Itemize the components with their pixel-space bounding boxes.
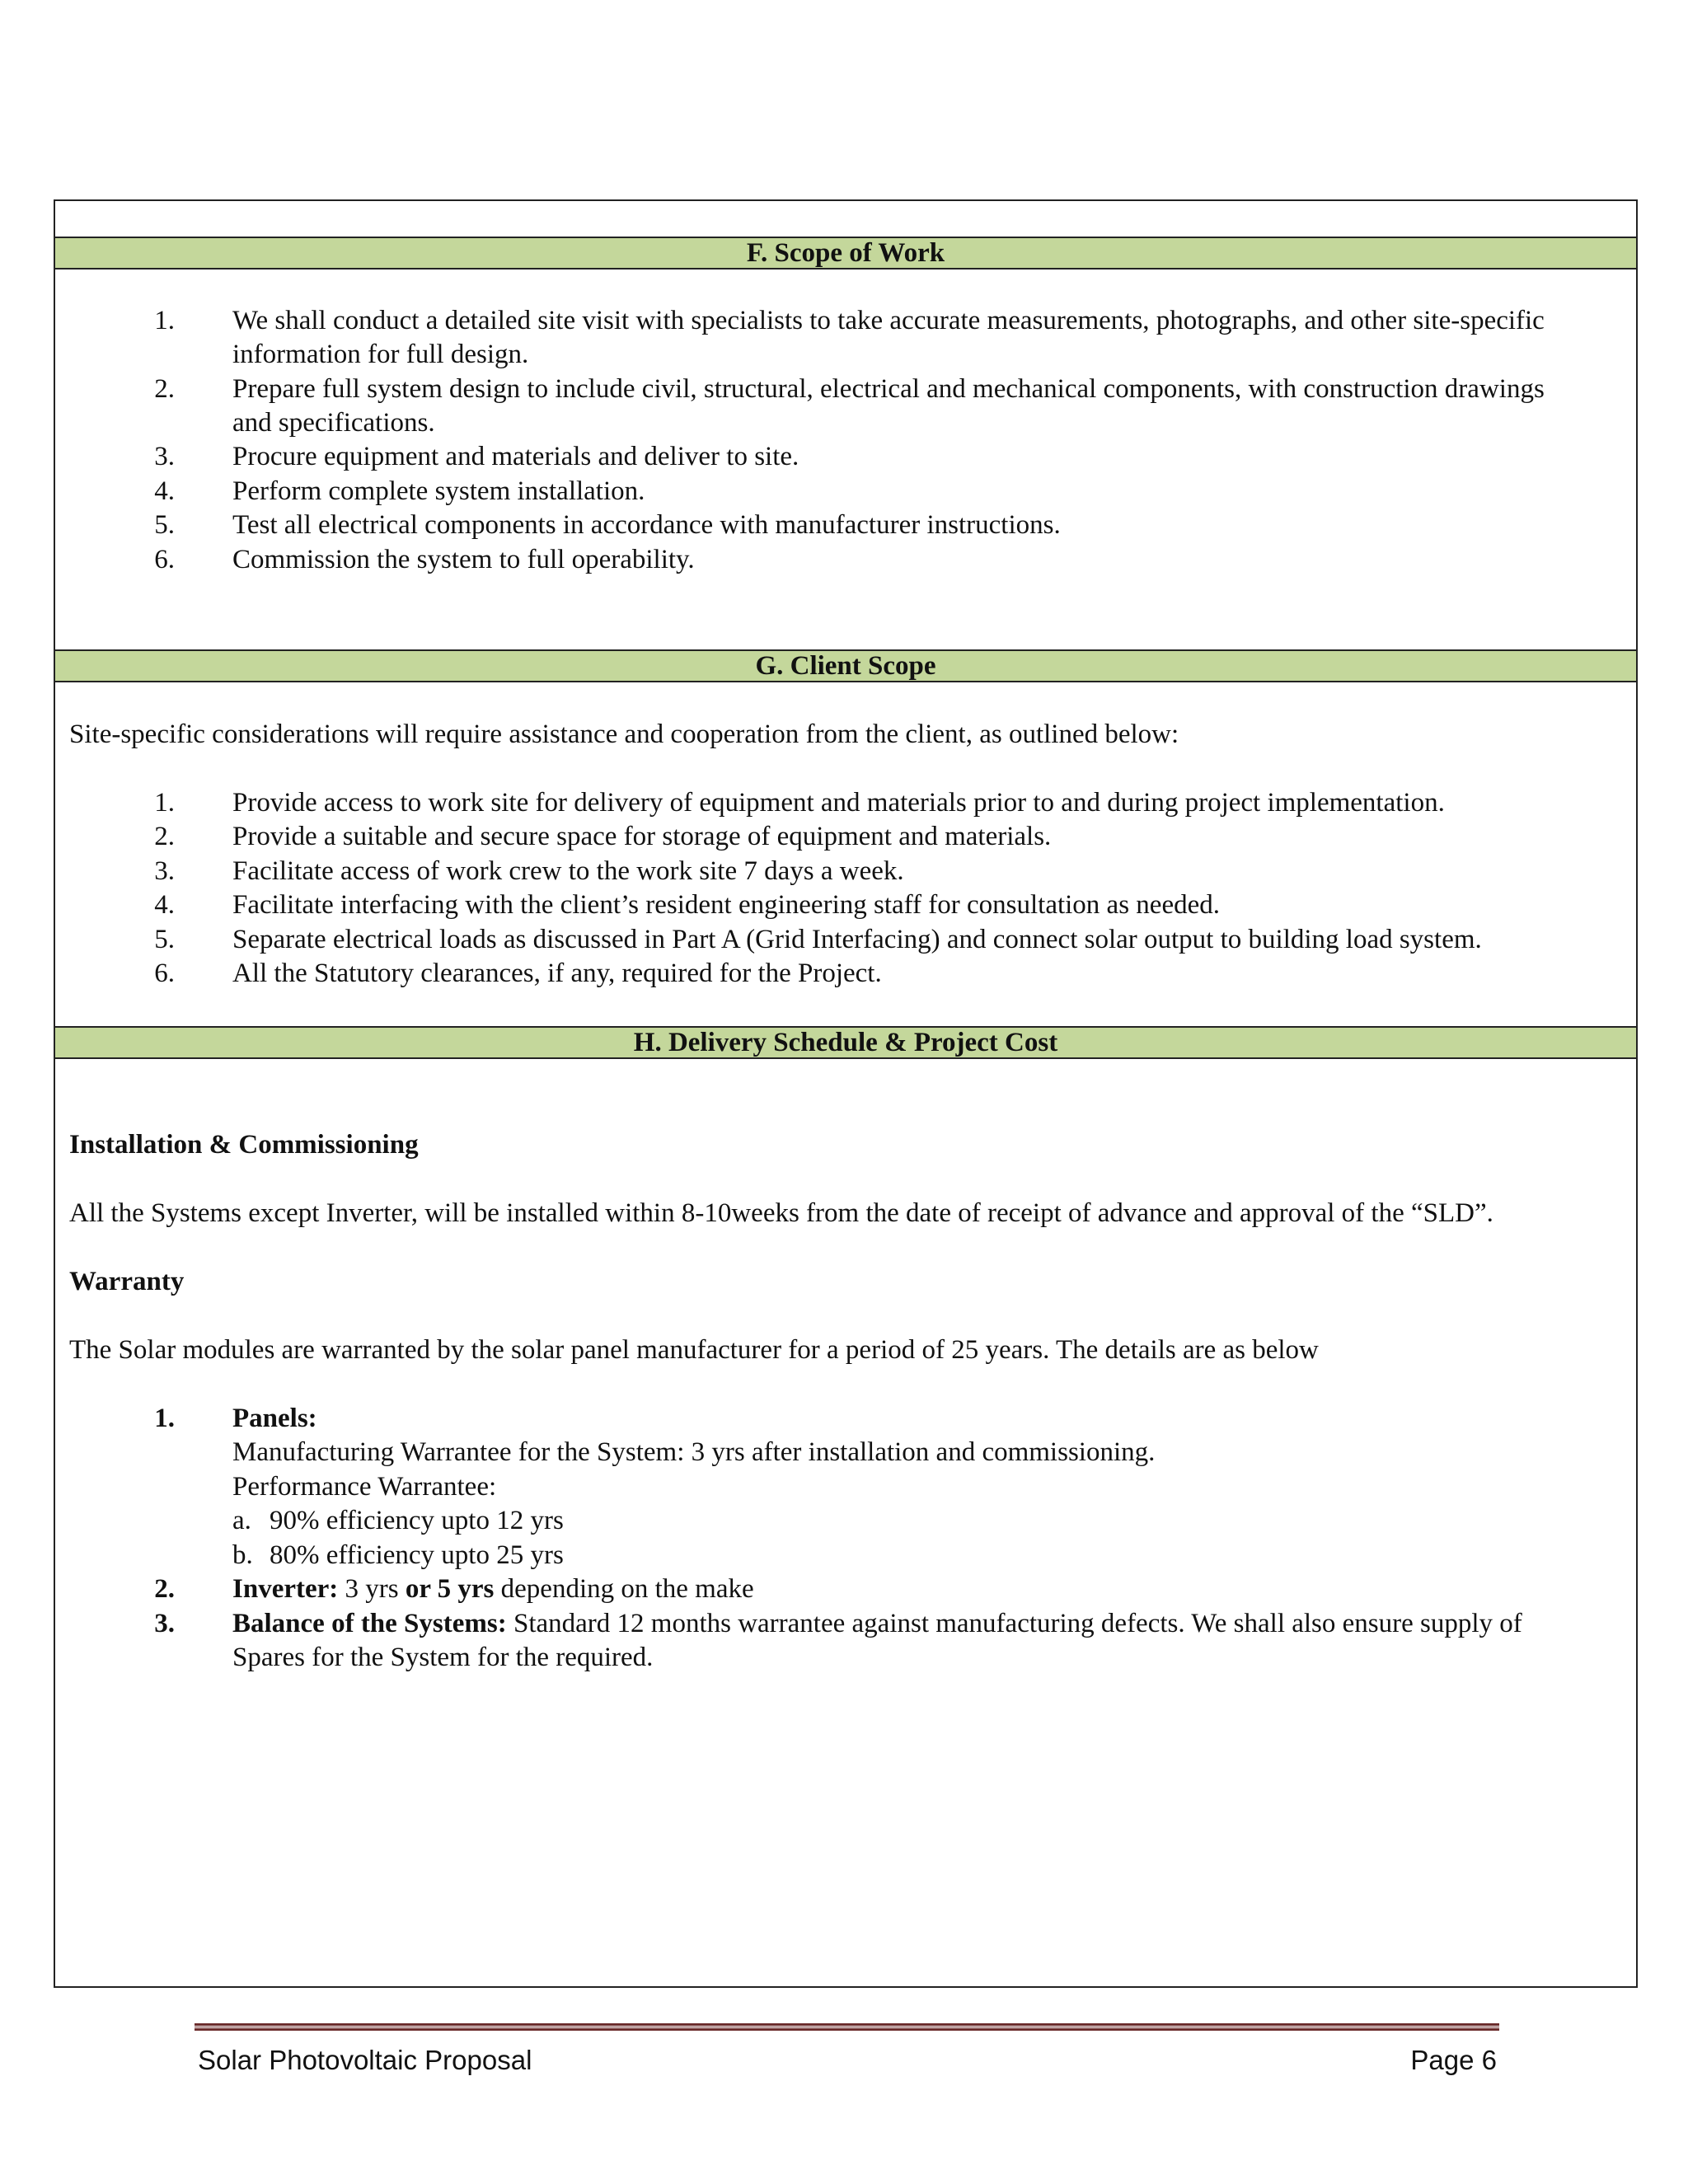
item-text: We shall conduct a detailed site visit with specialists to take accurate measurements, photographs, and other site-specific (232, 306, 1545, 335)
item-text-cont: Spares for the System for the required. (232, 1643, 654, 1672)
item-number: 2. (154, 822, 175, 851)
item-text-bold: or 5 yrs (405, 1574, 495, 1604)
item-text: Provide access to work site for delivery of equipment and materials prior to and during project implementation. (232, 788, 1445, 818)
item-text-part: Standard 12 months warrantee against manufacturing defects. We shall also ensure supply of (506, 1609, 1522, 1638)
client-scope-intro: Site-specific considerations will require assistance and cooperation from the client, as outlined below: (69, 719, 1179, 749)
sub-item-letter: b. (232, 1540, 253, 1570)
sub-list-item (232, 1539, 564, 1572)
item-label: Inverter: (232, 1574, 339, 1604)
item-text: Prepare full system design to include civil, structural, electrical and mechanical components, with construction drawings (232, 374, 1545, 404)
item-number: 1. (154, 306, 175, 335)
item-text-part: depending on the make (494, 1574, 754, 1604)
item-number: 3. (154, 856, 175, 886)
item-text-part: 3 yrs (338, 1574, 406, 1604)
sub-list-item (232, 1504, 564, 1538)
footer-document-title: Solar Photovoltaic Proposal (198, 2045, 532, 2075)
item-text: Procure equipment and materials and deliver to site. (232, 442, 799, 471)
item-text: Provide a suitable and secure space for storage of equipment and materials. (232, 822, 1052, 851)
item-text: Perform complete system installation. (232, 476, 645, 506)
item-text-cont: information for full design. (232, 340, 529, 369)
section-g-title: G. Client Scope (755, 651, 936, 681)
section-g-heading (55, 649, 1636, 682)
installation-title: Installation & Commissioning (69, 1130, 419, 1160)
item-text: Commission the system to full operability. (232, 545, 695, 574)
warranty-title: Warranty (69, 1267, 185, 1296)
section-h-title: H. Delivery Schedule & Project Cost (633, 1028, 1058, 1057)
item-number: 2. (154, 1574, 175, 1604)
item-number: 5. (154, 925, 175, 954)
item-number: 5. (154, 510, 175, 540)
item-text (232, 1607, 1522, 1641)
item-number: 6. (154, 958, 175, 988)
item-number: 3. (154, 1609, 175, 1638)
warranty-intro: The Solar modules are warranted by the solar panel manufacturer for a period of 25 years. The details are as below (69, 1335, 1319, 1365)
sub-item-letter: a. (232, 1506, 251, 1535)
section-f-title: F. Scope of Work (746, 238, 945, 268)
item-text (232, 1572, 754, 1606)
item-label: Balance of the Systems: (232, 1609, 507, 1638)
sub-item-text: 80% efficiency upto 25 yrs (270, 1540, 564, 1570)
footer-page-number: Page 6 (1410, 2045, 1497, 2075)
item-text: Separate electrical loads as discussed in Part A (Grid Interfacing) and connect solar output to building load system. (232, 925, 1482, 954)
footer-rule (195, 2023, 1499, 2031)
item-text: Facilitate access of work crew to the work site 7 days a week. (232, 856, 904, 886)
item-number: 4. (154, 476, 175, 506)
item-text: Facilitate interfacing with the client’s resident engineering staff for consultation as needed. (232, 890, 1220, 920)
section-h-heading (55, 1026, 1636, 1059)
panels-manufacturing-warranty: Manufacturing Warrantee for the System: 3 yrs after installation and commissioning. (232, 1437, 1156, 1467)
item-text: All the Statutory clearances, if any, required for the Project. (232, 958, 882, 988)
installation-text: All the Systems except Inverter, will be installed within 8-10weeks from the date of receipt of advance and approval of the “SLD”. (69, 1198, 1493, 1228)
item-text: Test all electrical components in accordance with manufacturer instructions. (232, 510, 1061, 540)
sub-item-text: 90% efficiency upto 12 yrs (270, 1506, 564, 1535)
item-number: 1. (154, 788, 175, 818)
content-frame (54, 199, 1638, 1988)
section-f-heading (55, 237, 1636, 269)
item-number: 2. (154, 374, 175, 404)
item-number: 1. (154, 1404, 175, 1433)
item-text-cont: and specifications. (232, 408, 435, 438)
panels-performance-warranty: Performance Warrantee: (232, 1472, 497, 1502)
item-label: Panels: (232, 1404, 317, 1433)
item-number: 4. (154, 890, 175, 920)
item-number: 3. (154, 442, 175, 471)
item-number: 6. (154, 545, 175, 574)
